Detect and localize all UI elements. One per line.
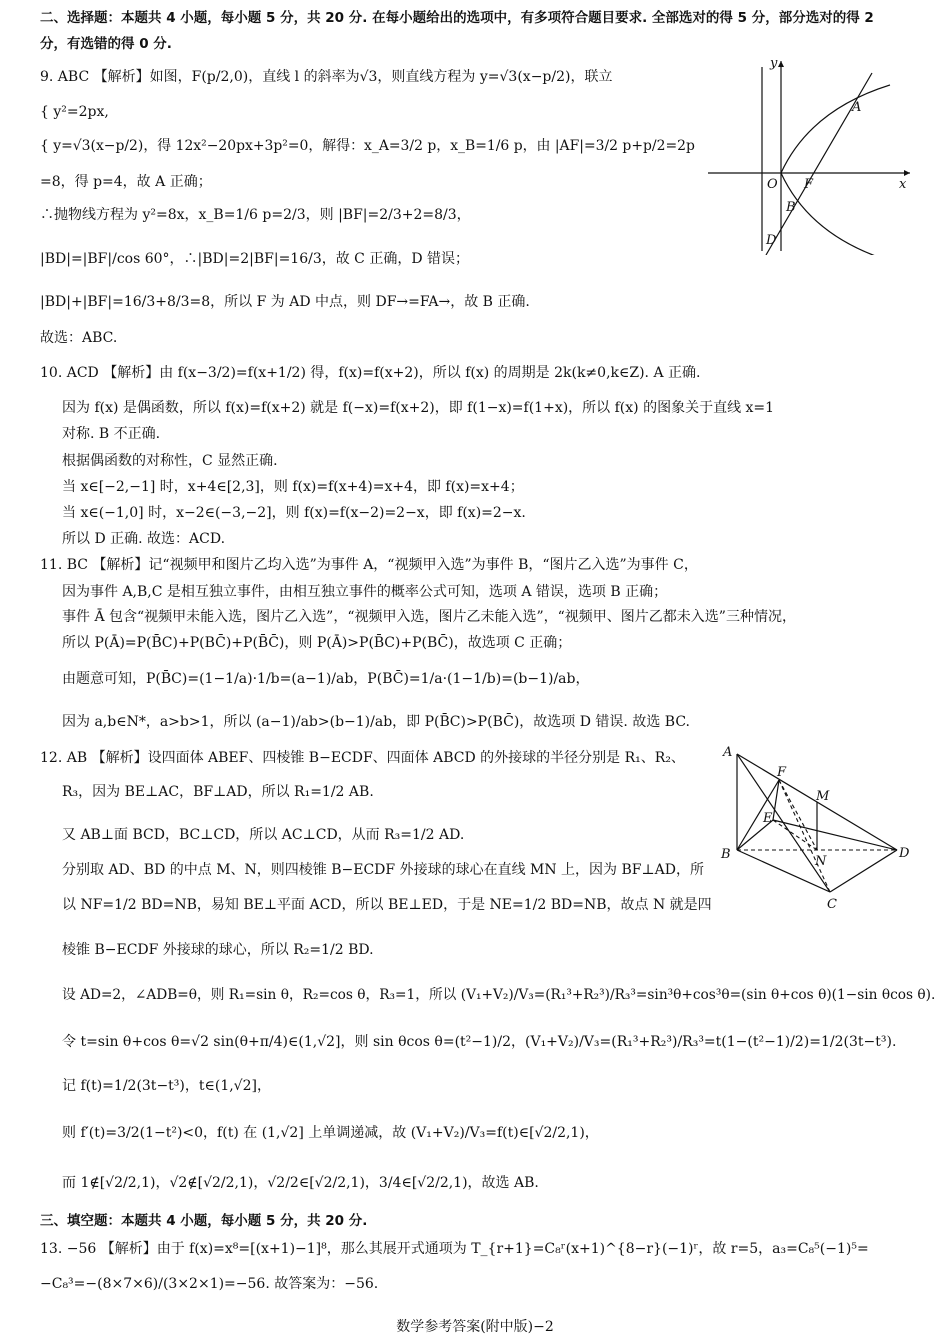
q12-line8: 令 t=sin θ+cos θ=√2 sin(θ+π/4)∈(1,√2]，则 sin θcos θ=(t²−1)/2，(V₁+V₂)/V₃=(R₁³+R₂³)/R₃³=t(1−(t²−1)/2)=1/2(3t−t³). — [62, 1034, 897, 1050]
parabola-curve — [781, 85, 890, 255]
q12-line6: 棱锥 B−ECDF 外接球的球心，所以 R₂=1/2 BD. — [62, 942, 374, 958]
edge-CD — [830, 850, 897, 892]
q12-line3: 又 AB⊥面 BCD，BC⊥CD，所以 AC⊥CD，从而 R₃=1/2 AD. — [62, 827, 465, 843]
label-C: C — [827, 897, 837, 912]
label-x: x — [899, 177, 907, 192]
q10-line7: 所以 D 正确. 故选：ACD. — [62, 531, 226, 547]
label-F: F — [777, 765, 787, 780]
q11-line3: 事件 Ā 包含“视频甲未能入选，图片乙入选”，“视频甲入选，图片乙未能入选”，“视频甲、图片乙都未入选”三种情况， — [62, 609, 796, 625]
q9-line8: 故选：ABC. — [40, 330, 118, 346]
label-E: E — [763, 811, 773, 826]
label-B: B — [786, 200, 796, 215]
q10-line3: 对称. B 不正确. — [62, 426, 161, 442]
q12-line9: 记 f(t)=1/2(3t−t³)，t∈(1,√2]， — [62, 1078, 271, 1094]
label-A: A — [852, 100, 862, 115]
section2-heading-line1: 二、选择题：本题共 4 小题，每小题 5 分，共 20 分. 在每小题给出的选项中，有多项符合题目要求. 全部选对的得 5 分，部分选对的得 2 — [40, 10, 874, 26]
label-F: F — [804, 177, 814, 192]
label-N: N — [815, 854, 827, 869]
q12-line1: 12. AB 【解析】设四面体 ABEF、四棱锥 B−ECDF、四面体 ABCD 的外接球的半径分别是 R₁、R₂、 — [40, 750, 685, 766]
q9-line4: =8，得 p=4，故 A 正确； — [40, 174, 212, 190]
edge-EN — [773, 820, 817, 850]
q10-line5: 当 x∈[−2,−1] 时，x+4∈[2,3]，则 f(x)=f(x+4)=x+4，即 f(x)=x+4； — [62, 479, 524, 495]
q12-line7: 设 AD=2，∠ADB=θ，则 R₁=sin θ，R₂=cos θ，R₃=1，所以 (V₁+V₂)/V₃=(R₁³+R₂³)/R₃³=sin³θ+cos³θ=(sin θ+cos θ)(1−sin θcos θ). — [62, 987, 936, 1003]
q11-line5: 由题意可知，P(B̄C)=(1−1/a)·1/b=(a−1)/ab，P(BC̄)=1/a·(1−1/b)=(b−1)/ab， — [62, 671, 590, 687]
q9-line6: |BD|=|BF|/cos 60°，∴|BD|=2|BF|=16/3，故 C 正确，D 错误； — [40, 251, 470, 267]
q12-line4: 分别取 AD、BD 的中点 M、N，则四棱锥 B−ECDF 外接球的球心在直线 MN 上，因为 BF⊥AD，所 — [62, 862, 705, 878]
label-M: M — [816, 789, 830, 804]
q10-line2: 因为 f(x) 是偶函数，所以 f(x)=f(x+2) 就是 f(−x)=f(x+2)，即 f(1−x)=f(1+x)，所以 f(x) 的图象关于直线 x=1 — [62, 400, 775, 416]
q11-line4: 所以 P(Ā)=P(B̄C)+P(BC̄)+P(B̄C̄)，则 P(Ā)>P(B̄C)+P(BC̄)，故选项 C 正确； — [62, 635, 572, 651]
q10-line4: 根据偶函数的对称性，C 显然正确. — [62, 453, 278, 469]
q11-line6: 因为 a,b∈N*，a>b>1，所以 (a−1)/ab>(b−1)/ab，即 P(B̄C)>P(BC̄)，故选项 D 错误. 故选 BC. — [62, 714, 690, 730]
q11-line1: 11. BC 【解析】记“视频甲和图片乙均入选”为事件 A，“视频甲入选”为事件 B，“图片乙入选”为事件 C， — [40, 557, 698, 573]
label-A: A — [723, 745, 733, 760]
q12-line2: R₃，因为 BE⊥AC，BF⊥AD，所以 R₁=1/2 AB. — [62, 784, 374, 800]
edge-BF — [737, 780, 779, 850]
q9-line5: ∴抛物线方程为 y²=8x，x_B=1/6 p=2/3，则 |BF|=2/3+2=8/3， — [40, 207, 471, 223]
q9-line2: { y²=2px, — [40, 104, 109, 120]
q9-line3: { y=√3(x−p/2)，得 12x²−20px+3p²=0，解得：x_A=3/2 p，x_B=1/6 p，由 |AF|=3/2 p+p/2=2p — [40, 138, 695, 154]
q10-line6: 当 x∈(−1,0] 时，x−2∈(−3,−2]，则 f(x)=f(x−2)=2−x，即 f(x)=2−x. — [62, 505, 526, 521]
q11-line2: 因为事件 A,B,C 是相互独立事件，由相互独立事件的概率公式可知，选项 A 错误，选项 B 正确； — [62, 584, 668, 600]
label-B: B — [721, 847, 731, 862]
label-O: O — [767, 177, 778, 192]
label-D: D — [899, 846, 910, 861]
q10-line1: 10. ACD 【解析】由 f(x−3/2)=f(x+1/2) 得，f(x)=f(x+2)，所以 f(x) 的周期是 2k(k≠0,k∈Z). A 正确. — [40, 365, 701, 381]
section3-heading: 三、填空题：本题共 4 小题，每小题 5 分，共 20 分. — [40, 1213, 368, 1229]
label-D: D — [766, 233, 777, 248]
q13-line2: −C₈³=−(8×7×6)/(3×2×1)=−56. 故答案为：−56. — [40, 1276, 379, 1292]
q12-line10: 则 f′(t)=3/2(1−t²)<0，f(t) 在 (1,√2] 上单调递减，故 (V₁+V₂)/V₃=f(t)∈[√2/2,1)， — [62, 1125, 599, 1141]
q12-line11: 而 1∉[√2/2,1)，√2∉[√2/2,1)，√2/2∈[√2/2,1)，3/4∈[√2/2,1)，故选 AB. — [62, 1175, 539, 1191]
section2-heading-line2: 分，有选错的得 0 分. — [40, 36, 172, 52]
page-footer: 数学参考答案(附中版)−2 — [396, 1319, 554, 1335]
q9-line1: 9. ABC 【解析】如图，F(p/2,0)，直线 l 的斜率为√3，则直线方程为 y=√3(x−p/2)，联立 — [40, 69, 613, 85]
q13-line1: 13. −56 【解析】由于 f(x)=x⁸=[(x+1)−1]⁸，那么其展开式通项为 T_{r+1}=C₈ʳ(x+1)^{8−r}(−1)ʳ，故 r=5，a₃=C₈⁵(−1)⁵= — [40, 1241, 869, 1257]
q9-line7: |BD|+|BF|=16/3+8/3=8，所以 F 为 AD 中点，则 DF→=FA→，故 B 正确. — [40, 294, 530, 310]
label-y: y — [770, 56, 778, 71]
parabola-figure — [700, 55, 915, 255]
q12-line5: 以 NF=1/2 BD=NB，易知 BE⊥平面 ACD，所以 BE⊥ED，于是 NE=1/2 BD=NB，故点 N 就是四 — [62, 897, 712, 913]
tetrahedron-figure — [715, 740, 915, 915]
